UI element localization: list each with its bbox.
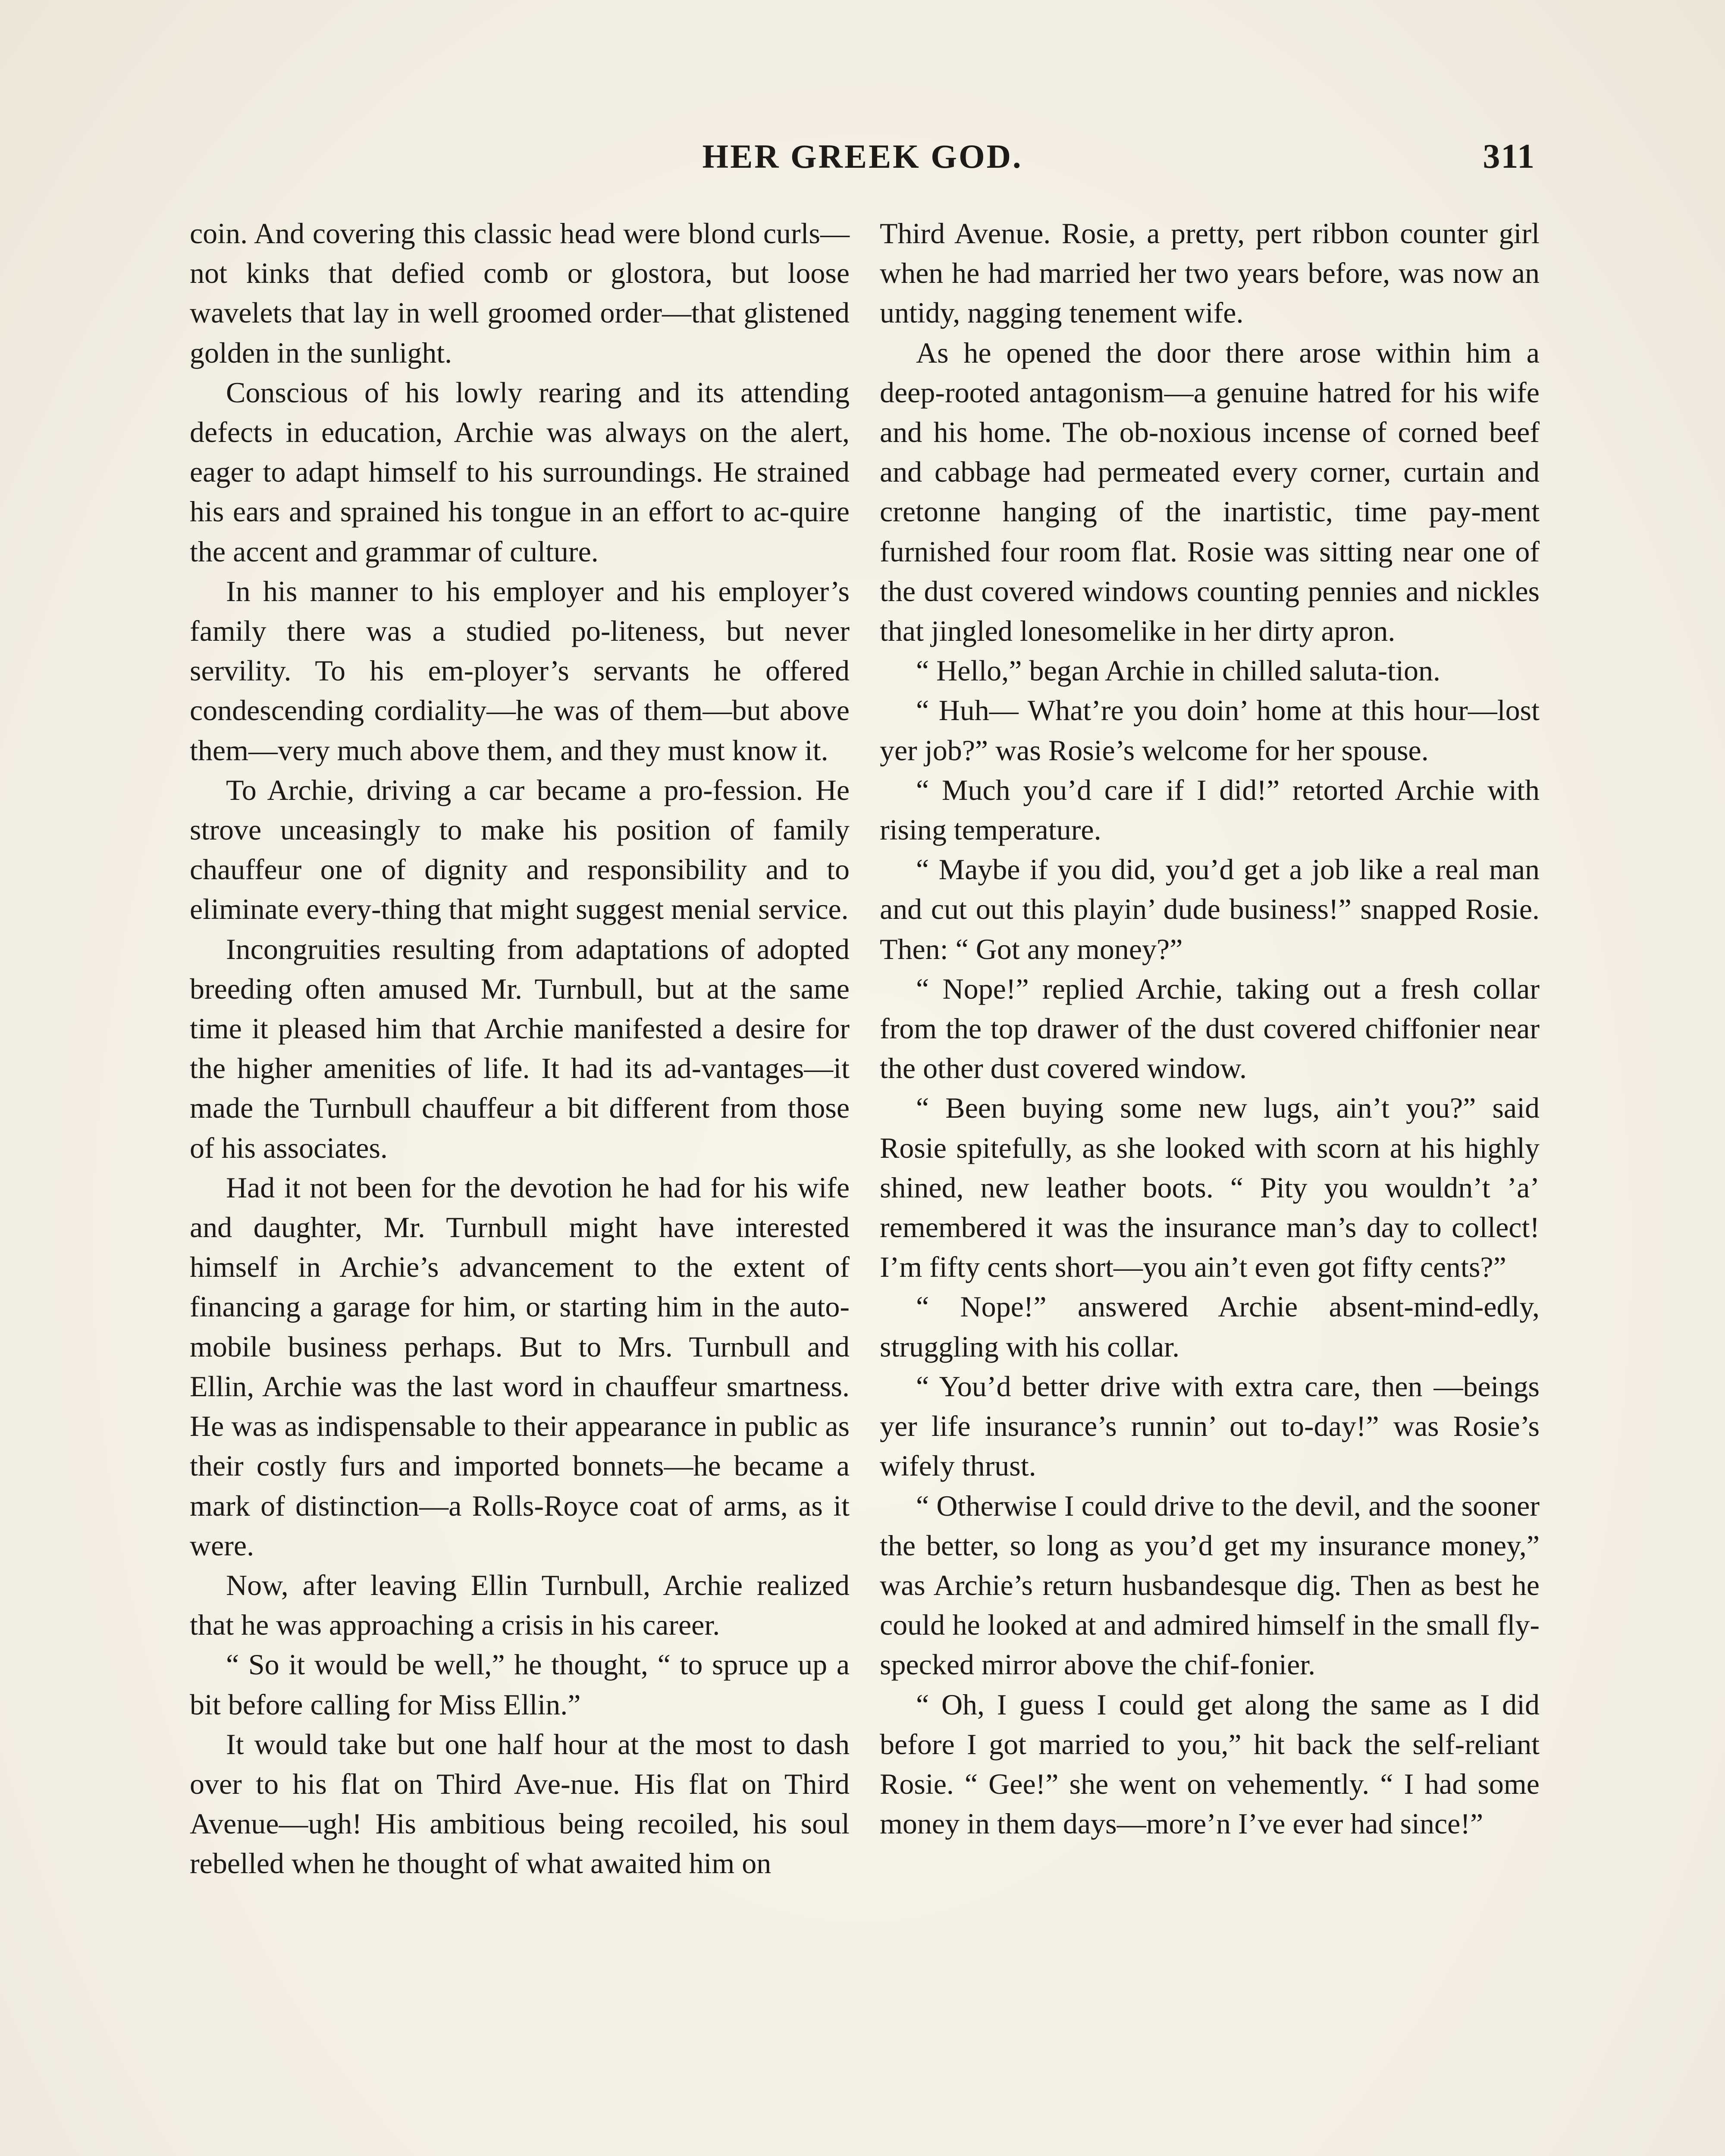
- paragraph: As he opened the door there arose within him a deep-rooted antagonism—a genuine hatred for his wife and his home. The ob-noxious incense of corned beef and cabbage had permeated every corner, curtain and cretonne hanging of the inartistic, time pay-ment furnished four room flat. Rosie was sitting near one of the dust covered windows counting pennies and nickles that jingled lonesomelike in her dirty apron.: [880, 336, 1540, 648]
- paragraph: “ So it would be well,” he thought, “ to spruce up a bit before calling for Miss Ellin.”: [190, 1648, 850, 1721]
- paragraph: “ Maybe if you did, you’d get a job like a real man and cut out this playin’ dude business!” snapped Rosie. Then: “ Got any money?”: [880, 853, 1540, 965]
- right-column: [880, 213, 1540, 1843]
- page-number: 311: [1483, 138, 1535, 175]
- paragraph: Third Avenue. Rosie, a pretty, pert ribbon counter girl when he had married her two years before, was now an untidy, nagging tenement wife.: [880, 217, 1540, 329]
- paragraph: “ Huh— What’re you doin’ home at this hour—lost yer job?” was Rosie’s welcome for her spouse.: [880, 694, 1540, 767]
- paragraph: coin. And covering this classic head were blond curls—not kinks that defied comb or glostora, but loose wavelets that lay in well groomed order—that glistened golden in the sunlight.: [190, 217, 850, 369]
- paragraph: “ Oh, I guess I could get along the same as I did before I got married to you,” hit back the self-reliant Rosie. “ Gee!” she went on vehemently. “ I had some money in them days—more’n I’ve ever had since!”: [880, 1688, 1540, 1840]
- paragraph: Had it not been for the devotion he had for his wife and daughter, Mr. Turnbull might have interested himself in Archie’s advancement to the extent of financing a garage for him, or starting him in the auto-mobile business perhaps. But to Mrs. Turnbull and Ellin, Archie was the last word in chauffeur smartness. He was as indispensable to their appearance in public as their costly furs and imported bonnets—he became a mark of distinction—a Rolls-Royce coat of arms, as it were.: [190, 1171, 850, 1562]
- paragraph: “ Much you’d care if I did!” retorted Archie with rising temperature.: [880, 773, 1540, 846]
- running-head: [181, 137, 1544, 185]
- paragraph: “ You’d better drive with extra care, then —beings yer life insurance’s runnin’ out to-day!” was Rosie’s wifely thrust.: [880, 1369, 1540, 1482]
- paragraph: “ Been buying some new lugs, ain’t you?” said Rosie spitefully, as she looked with scorn at his highly shined, new leather boots. “ Pity you wouldn’t ’a’ remembered it was the insurance man’s day to collect! I’m fifty cents short—you ain’t even got fifty cents?”: [880, 1091, 1540, 1284]
- paragraph: Now, after leaving Ellin Turnbull, Archie realized that he was approaching a crisis in his career.: [190, 1568, 850, 1642]
- paragraph: To Archie, driving a car became a pro-fession. He strove unceasingly to make his position of family chauffeur one of dignity and responsibility and to eliminate every-thing that might suggest menial service.: [190, 773, 850, 926]
- paragraph: “ Nope!” replied Archie, taking out a fresh collar from the top drawer of the dust covered chiffonier near the other dust covered window.: [880, 972, 1540, 1085]
- paragraph: Conscious of his lowly rearing and its attending defects in education, Archie was always on the alert, eager to adapt himself to his surroundings. He strained his ears and sprained his tongue in an effort to ac-quire the accent and grammar of culture.: [190, 376, 850, 568]
- paragraph: In his manner to his employer and his employer’s family there was a studied po-liteness, but never servility. To his em-ployer’s servants he offered condescending cordiality—he was of them—but above them—very much above them, and they must know it.: [190, 574, 850, 767]
- running-title: HER GREEK GOD.: [702, 138, 1023, 175]
- paragraph: “ Nope!” answered Archie absent-mind-edly, struggling with his collar.: [880, 1290, 1540, 1363]
- left-column: [190, 213, 850, 1883]
- paragraph: Incongruities resulting from adaptations of adopted breeding often amused Mr. Turnbull, but at the same time it pleased him that Archie manifested a desire for the higher amenities of life. It had its ad-vantages—it made the Turnbull chauffeur a bit different from those of his associates.: [190, 932, 850, 1164]
- paragraph: “ Otherwise I could drive to the devil, and the sooner the better, so long as you’d get my insurance money,” was Archie’s return husbandesque dig. Then as best he could he looked at and admired himself in the small fly-specked mirror above the chif-fonier.: [880, 1489, 1540, 1681]
- paragraph: “ Hello,” began Archie in chilled saluta-tion.: [916, 654, 1441, 687]
- paragraph: It would take but one half hour at the most to dash over to his flat on Third Ave-nue. His flat on Third Avenue—ugh! His ambitious being recoiled, his soul rebelled when he thought of what awaited him on: [190, 1727, 850, 1880]
